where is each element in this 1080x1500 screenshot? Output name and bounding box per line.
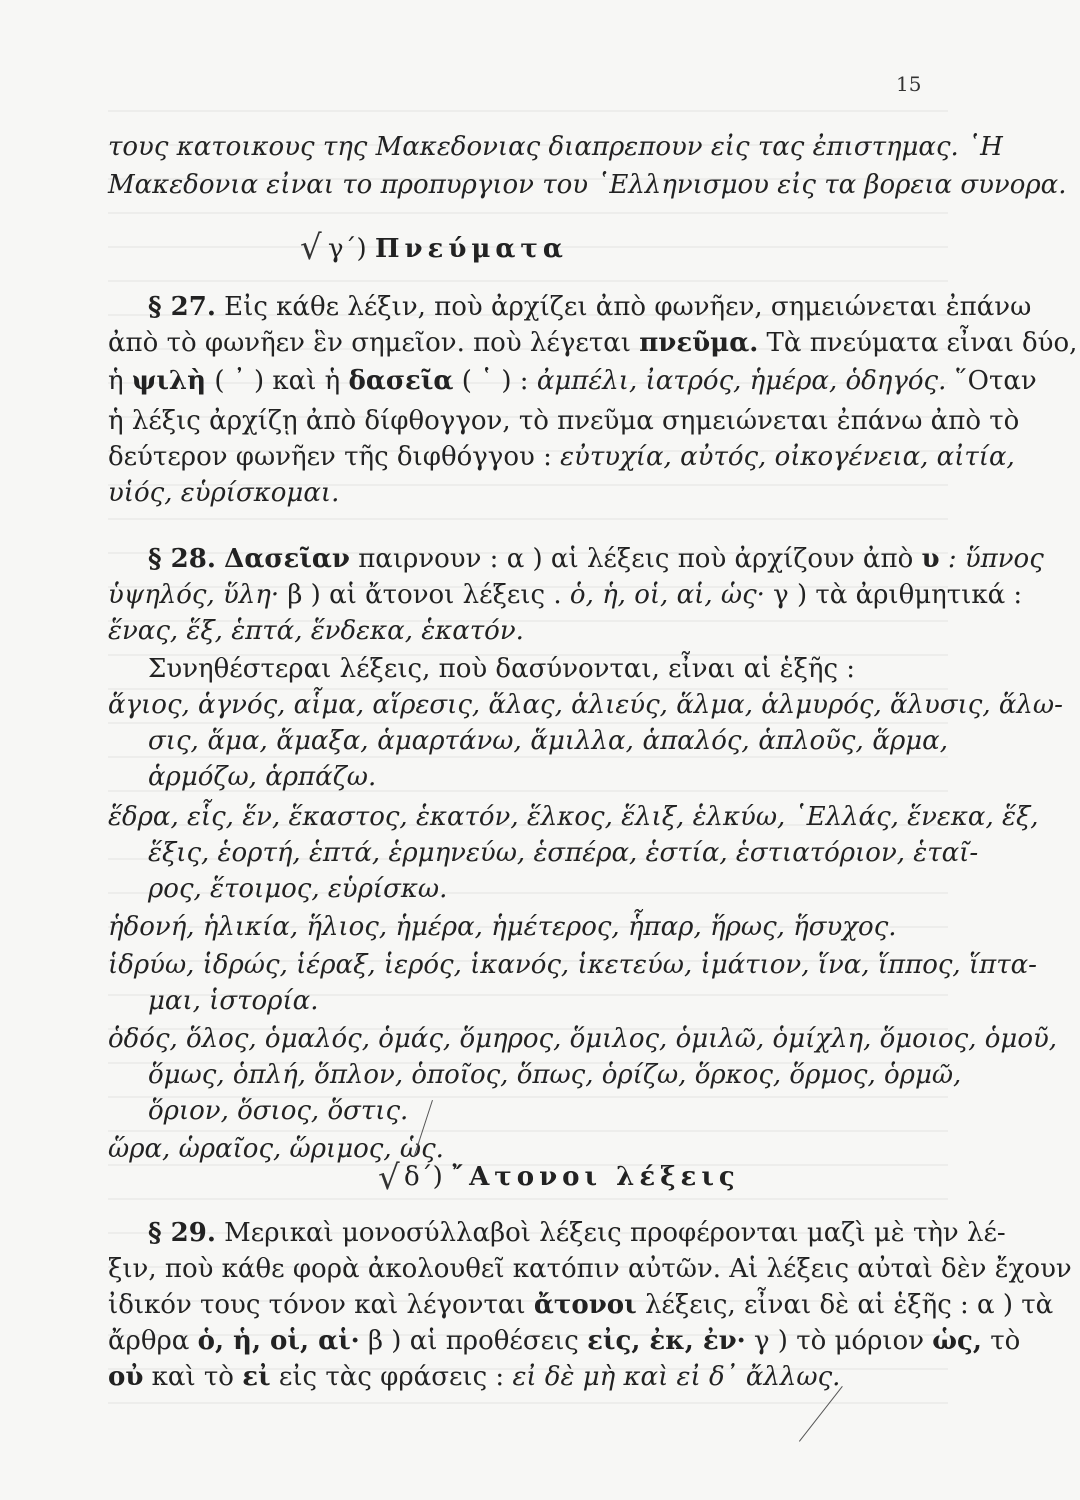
page-number: 15 (896, 72, 922, 96)
p29-line-1 (108, 1216, 1006, 1250)
p27-examples-1: ἀμπέλι, ἰατρός, ἡμέρα, ὁδηγός. (536, 366, 947, 396)
common-intro: Συνηθέστεραι λέξεις, ποὺ δασύνονται, εἶναι αἱ ἑξῆς : (148, 654, 856, 684)
common-a-2: σις, ἅμα, ἅμαξα, ἁμαρτάνω, ἅμιλλα, ἁπαλός, ἁπλοῦς, ἅρμα, (148, 726, 948, 756)
p27-text-1: Εἰς κάθε λέξιν, ποὺ ἀρχίζει ἀπὸ φωνῆεν, σημειώνεται ἐπάνω (224, 292, 1032, 322)
p27-line-2 (108, 326, 1078, 360)
section-d-marker: δ΄) (404, 1162, 443, 1192)
common-e-3: ρος, ἕτοιμος, εὑρίσκω. (148, 874, 448, 904)
section-c-marker: γ΄) (328, 234, 367, 264)
common-i-2: μαι, ἱστορία. (148, 986, 319, 1016)
p28-text-1: παιρνουν : α ) αἱ λέξεις ποὺ ἀρχίζουν ἀπὸ (358, 544, 914, 574)
p27-text-3b: ( ᾿ ) καὶ ἡ (214, 366, 341, 396)
p29-term-ou: οὐ (108, 1362, 144, 1392)
p29-text-3c: λέξεις, εἶναι δὲ αἱ ἑξῆς : α ) τὰ (644, 1290, 1054, 1320)
p29-text-4e: γ ) τὸ μόριον (754, 1326, 925, 1356)
check-mark: √ (300, 228, 322, 268)
p28-text-2b: β ) αἱ ἄτονοι λέξεις . (287, 580, 562, 610)
p29-prepositions: εἰς, ἐκ, ἐν· (587, 1326, 746, 1356)
p28-line-3: ἕνας, ἕξ, ἑπτά, ἕνδεκα, ἑκατόν. (108, 616, 524, 646)
intro-line-2: Μακεδονια εἰναι το προπυργιον του ῾Ελληνισμου εἰς τα βορεια συνορα. (108, 170, 1067, 200)
p27-line-6: υἱός, εὑρίσκομαι. (108, 478, 340, 508)
common-o-2: ὅμως, ὁπλή, ὅπλον, ὁποῖος, ὅπως, ὁρίζω, ὅρκος, ὅρμος, ὁρμῶ, (148, 1060, 962, 1090)
p28-letter-u: υ (921, 544, 940, 574)
p29-line-3 (108, 1288, 1054, 1322)
p29-particle-os: ὡς, (932, 1326, 982, 1356)
section-c-title: Πνεύματα (374, 234, 568, 264)
p27-line-3 (108, 364, 1037, 398)
p28-term-daseian: Δασεῖαν (224, 544, 350, 574)
common-e-1: ἕδρα, εἷς, ἕν, ἕκαστος, ἑκατόν, ἕλκος, ἕλιξ, ἑλκύω, ῾Ελλάς, ἕνεκα, ἕξ, (108, 802, 1039, 832)
common-e-2: ἕξις, ἑορτή, ἑπτά, ἑρμηνεύω, ἑσπέρα, ἑστία, ἑστιατόριον, ἑταῖ- (148, 838, 979, 868)
p29-examples: εἰ δὲ μὴ καὶ εἰ δ᾿ ἄλλως. (512, 1362, 841, 1392)
common-o-1: ὁδός, ὅλος, ὁμαλός, ὁμάς, ὅμηρος, ὅμιλος, ὁμιλῶ, ὁμίχλη, ὅμοιος, ὁμοῦ, (108, 1024, 1058, 1054)
p28-line-2 (108, 578, 1023, 612)
p29-line-4 (108, 1324, 1021, 1358)
common-h-1: ἡδονή, ἡλικία, ἥλιος, ἡμέρα, ἡμέτερος, ἧπαρ, ἥρως, ἥσυχος. (108, 912, 897, 942)
p29-text-5b: καὶ τὸ (151, 1362, 234, 1392)
p27-number: § 27. (148, 292, 216, 322)
check-mark-2: √ (378, 1158, 400, 1198)
p29-text-5d: εἰς τὰς φράσεις : (278, 1362, 505, 1392)
p27-line-5 (108, 440, 1015, 474)
p28-number: § 28. (148, 544, 216, 574)
p27-text-2a: ἀπὸ τὸ φωνῆεν ἓν σημεῖον. ποὺ λέγεται (108, 328, 631, 358)
common-w-1: ὥρα, ὡραῖος, ὥριμος, ὡς. (108, 1134, 444, 1164)
common-o-3: ὅριον, ὅσιος, ὅστις. (148, 1096, 409, 1126)
p29-number: § 29. (148, 1218, 216, 1248)
p27-text-3c: ( ῾ ) : (461, 366, 529, 396)
p29-term-atonoi: ἄτονοι (533, 1290, 637, 1320)
p27-text-3d: ῞Οταν (954, 366, 1037, 396)
p28-example-2: ὑψηλός, ὕλη· (108, 580, 280, 610)
p29-text-4g: τὸ (990, 1326, 1021, 1356)
p29-text-1: Μερικαὶ μονοσύλλαβοὶ λέξεις προφέρονται μαζὶ μὲ τὴν λέ- (224, 1218, 1006, 1248)
p29-line-5 (108, 1360, 948, 1394)
p27-line-1 (108, 290, 1032, 324)
p28-line-1 (108, 542, 1044, 576)
p27-text-2c: Τὰ πνεύματα εἶναι δύο, (766, 328, 1078, 358)
section-d-title: ῎Ατονοι λέξεις (451, 1162, 740, 1192)
p28-example-1: : ὕπνος (947, 544, 1044, 574)
common-a-1: ἅγιος, ἁγνός, αἷμα, αἵρεσις, ἅλας, ἁλιεύς, ἅλμα, ἁλμυρός, ἅλυσις, ἅλω- (108, 690, 1063, 720)
p29-term-ei: εἰ (242, 1362, 271, 1392)
p29-line-2: ξιν, ποὺ κάθε φορὰ ἀκολουθεῖ κατόπιν αὐτῶν. Αἱ λέξεις αὐταὶ δὲν ἔχουν (108, 1254, 1072, 1284)
intro-line-1: τους κατοικους της Μακεδονιας διαπρεπουν εἰς τας ἐπιστημας. ῾Η (108, 132, 1003, 162)
p27-term-pneuma: πνεῦμα. (639, 328, 759, 358)
common-a-3: ἁρμόζω, ἁρπάζω. (148, 762, 377, 792)
p27-text-5a: δεύτερον φωνῆεν τῆς διφθόγγου : (108, 442, 552, 472)
section-d-heading (404, 1160, 740, 1194)
p29-text-4c: β ) αἱ προθέσεις (368, 1326, 579, 1356)
p28-text-2c: γ ) τὰ ἀριθμητικά : (773, 580, 1023, 610)
p27-term-daseia: δασεῖα (348, 366, 454, 396)
p27-text-3a: ἡ (108, 366, 124, 396)
common-i-1: ἱδρύω, ἱδρώς, ἱέραξ, ἱερός, ἱκανός, ἱκετεύω, ἱμάτιον, ἵνα, ἵππος, ἵπτα- (108, 950, 1037, 980)
section-c-heading (328, 232, 568, 266)
p27-line-4: ἡ λέξις ἀρχίζῃ ἀπὸ δίφθογγον, τὸ πνεῦμα σημειώνεται ἐπάνω ἀπὸ τὸ (108, 406, 1020, 436)
p28-example-3: ὁ, ἡ, οἱ, αἱ, ὡς· (569, 580, 765, 610)
p29-articles: ὁ, ἡ, οἱ, αἱ· (197, 1326, 360, 1356)
p29-text-3a: ἰδικόν τους τόνον καὶ λέγονται (108, 1290, 526, 1320)
p27-term-psili: ψιλὴ (131, 366, 207, 396)
p29-text-4a: ἄρθρα (108, 1326, 190, 1356)
p27-examples-2: εὐτυχία, αὐτός, οἰκογένεια, αἰτία, (560, 442, 1015, 472)
